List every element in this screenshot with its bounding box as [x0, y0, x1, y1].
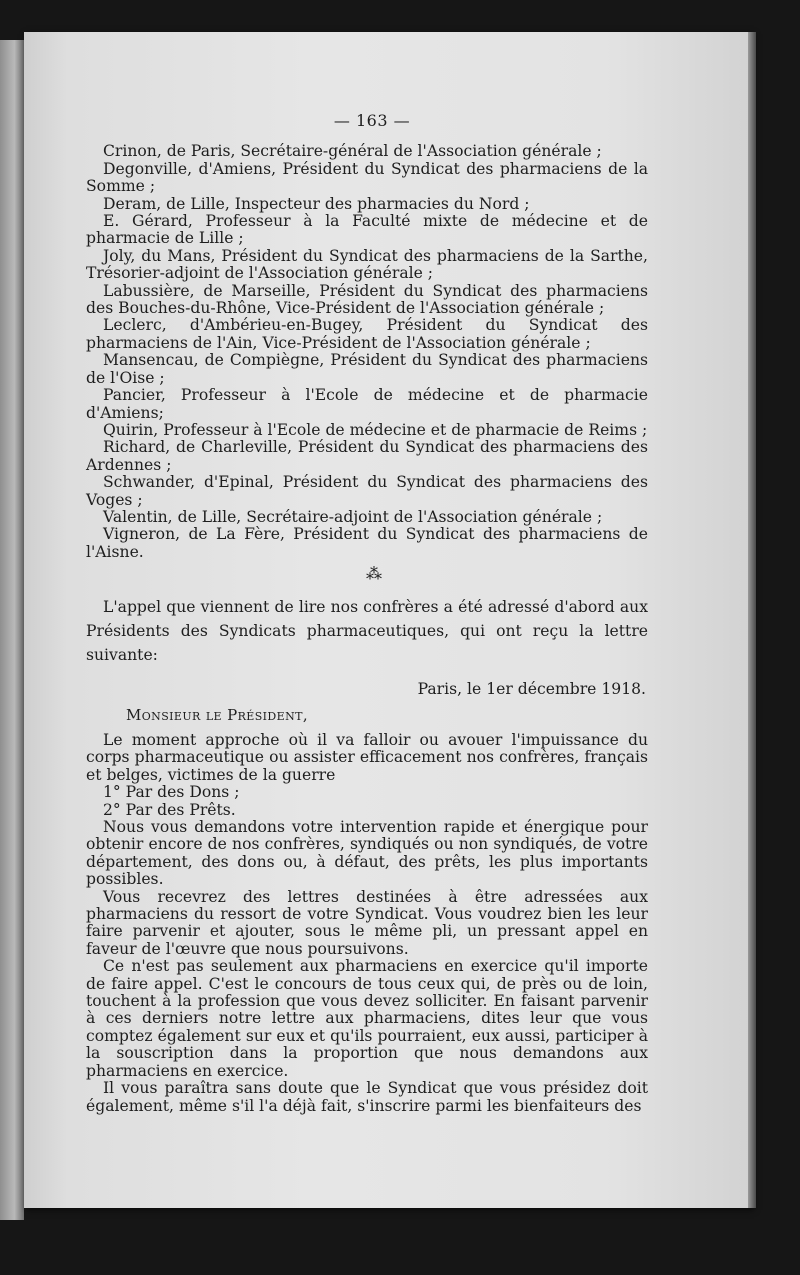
letter-paragraph: Ce n'est pas seulement aux pharmaciens en exercice qu'il importe de faire appel. C'est le concours de tous ceux qui, de près ou de loin, touchent à la profession que vous devez solliciter. En faisant parvenir à ces derniers notre lettre aux pharmaciens, dites leur que vous comptez également sur eux et qu'ils pourraient, eux aussi, participer à la souscription dans la proportion que nous demandons aux pharmaciens en exercice. — [86, 957, 648, 1080]
member-entry: Vigneron, de La Fère, Président du Syndicat des pharmaciens de l'Aisne. — [86, 525, 648, 561]
letter-body — [86, 732, 648, 1115]
member-entry: Deram, de Lille, Inspecteur des pharmacies du Nord ; — [103, 194, 530, 213]
member-entry: Richard, de Charleville, Président du Syndicat des pharmaciens des Ardennes ; — [86, 438, 648, 474]
page-edge-shadow — [748, 32, 756, 1208]
letter-paragraph: Nous vous demandons votre intervention rapide et énergique pour obtenir encore de nos confrères, syndiqués ou non syndiqués, de votre département, des dons ou, à défaut, des prêts, les plus importants possibles. — [86, 818, 648, 889]
member-entry: Crinon, de Paris, Secrétaire-général de l'Association générale ; — [103, 142, 602, 161]
member-list — [86, 143, 648, 561]
member-entry: Mansencau, de Compiègne, Président du Syndicat des pharmaciens de l'Oise ; — [86, 351, 648, 387]
member-entry: Leclerc, d'Ambérieu-en-Bugey, Président du Syndicat des pharmaciens de l'Ain, Vice-Président de l'Association générale ; — [86, 316, 648, 352]
asterism-ornament: ⁂ — [366, 564, 382, 584]
member-entry: Degonville, d'Amiens, Président du Syndicat des pharmaciens de la Somme ; — [86, 159, 648, 196]
letter-paragraph: Le moment approche où il va falloir ou avouer l'impuissance du corps pharmaceutique ou assister efficacement nos confrères, français et belges, victimes de la guerre — [86, 730, 648, 784]
member-entry: Valentin, de Lille, Secrétaire-adjoint de l'Association générale ; — [103, 507, 603, 526]
member-entry: Quirin, Professeur à l'Ecole de médecine et de pharmacie de Reims ; — [103, 420, 648, 439]
page-number: — 163 — — [333, 111, 411, 130]
page-text — [86, 112, 648, 1115]
left-page-edge — [0, 40, 24, 1220]
letter-dateline: Paris, le 1er décembre 1918. — [417, 680, 646, 699]
letter-paragraph: Vous recevrez des lettres destinées à être adressées aux pharmaciens du ressort de votre Syndicat. Vous voudrez bien les leur faire parvenir et ajouter, sous le même pli, un pressant appel en faveur de l'œuvre que nous poursuivons. — [86, 887, 648, 958]
intro-paragraph: L'appel que viennent de lire nos confrères a été adressé d'abord aux Présidents des Syndicats pharmaceutiques, qui ont reçu la lettre suivante: — [86, 598, 648, 665]
letter-paragraph: 1° Par des Dons ; — [103, 783, 240, 802]
member-entry: E. Gérard, Professeur à la Faculté mixte de médecine et de pharmacie de Lille ; — [86, 212, 648, 248]
member-entry: Joly, du Mans, Président du Syndicat des pharmaciens de la Sarthe, Trésorier-adjoint de l'Association générale ; — [86, 246, 648, 283]
letter-paragraph: Il vous paraîtra sans doute que le Syndicat que vous présidez doit également, même s'il l'a déjà fait, s'inscrire parmi les bienfaiteurs des — [86, 1079, 648, 1115]
letter-paragraph: 2° Par des Prêts. — [103, 800, 236, 819]
member-entry: Labussière, de Marseille, Président du Syndicat des pharmaciens des Bouches-du-Rhône, Vice-Président de l'Association générale ; — [86, 281, 648, 318]
member-entry: Pancier, Professeur à l'Ecole de médecine et de pharmacie d'Amiens; — [86, 386, 648, 422]
member-entry: Schwander, d'Epinal, Président du Syndicat des pharmaciens des Voges ; — [86, 473, 648, 509]
letter-salutation: Monsieur le Président, — [126, 705, 309, 724]
